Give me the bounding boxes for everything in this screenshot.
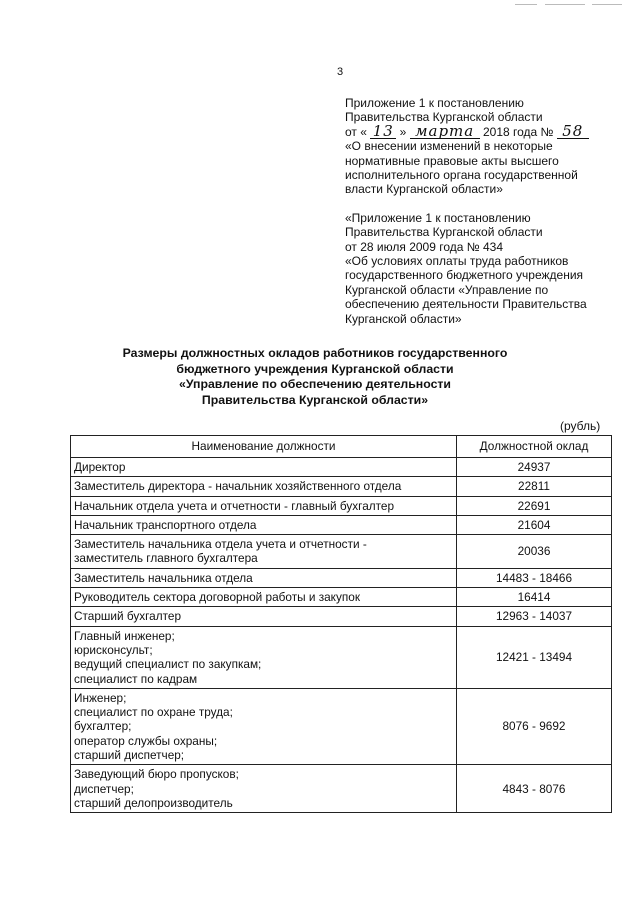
- position-cell: [71, 568, 457, 587]
- position-name: старший диспетчер;: [74, 748, 185, 763]
- original-appendix-line: обеспечению деятельности Правительства: [345, 297, 587, 312]
- original-appendix-line: Курганской области «Управление по: [345, 282, 549, 297]
- position-cell: [71, 515, 457, 534]
- position-name: оператор службы охраны;: [74, 733, 218, 748]
- table-row: [71, 765, 612, 813]
- salary-cell: 21604: [457, 515, 612, 534]
- position-name: Заместитель начальника отдела учета и отчетности -: [74, 537, 367, 552]
- salary-cell: 22691: [457, 496, 612, 515]
- position-name: специалист по кадрам: [74, 671, 198, 686]
- position-name: Руководитель сектора договорной работы и закупок: [74, 590, 360, 605]
- position-cell: [71, 535, 457, 569]
- salary-cell: 20036: [457, 535, 612, 569]
- salary-cell: 8076 - 9692: [457, 688, 612, 764]
- position-name: Заместитель директора - начальник хозяйственного отдела: [74, 479, 402, 494]
- salary-cell: 14483 - 18466: [457, 568, 612, 587]
- position-cell: [71, 588, 457, 607]
- header-salary: Должностной оклад: [457, 436, 612, 458]
- salary-cell: 16414: [457, 588, 612, 607]
- position-cell: [71, 765, 457, 813]
- position-name: Главный инженер;: [74, 628, 175, 643]
- position-name: старший делопроизводитель: [74, 795, 233, 810]
- heading-line: Размеры должностных окладов работников государственного: [122, 346, 508, 360]
- table-row: [71, 588, 612, 607]
- salary-table: [70, 435, 612, 813]
- original-appendix-line: «Об условиях оплаты труда работников: [345, 254, 569, 269]
- position-name: специалист по охране труда;: [74, 705, 233, 720]
- appendix-title-line: нормативные правовые акты высшего: [345, 153, 559, 168]
- appendix-title-line: исполнительного органа государственной: [345, 168, 578, 183]
- position-name: Начальник транспортного отдела: [74, 517, 257, 532]
- position-name: бухгалтер;: [74, 719, 132, 734]
- salary-cell: 12421 - 13494: [457, 626, 612, 688]
- heading-line: «Управление по обеспечению деятельности: [179, 377, 451, 391]
- salary-cell: 24937: [457, 458, 612, 477]
- table-row: [71, 607, 612, 626]
- table-row: [71, 477, 612, 496]
- appendix-title-line: «О внесении изменений в некоторые: [345, 139, 553, 154]
- position-cell: [71, 688, 457, 764]
- date-month-handwritten: марта: [410, 125, 480, 139]
- position-name: Старший бухгалтер: [74, 609, 182, 624]
- appendix-title-line: власти Курганской области»: [345, 182, 503, 197]
- table-row: [71, 626, 612, 688]
- position-name: Заведующий бюро пропусков;: [74, 767, 239, 782]
- table-header-row: [71, 436, 612, 458]
- date-mid: »: [399, 124, 407, 139]
- table-row: [71, 515, 612, 534]
- position-name: юрисконсульт;: [74, 642, 153, 657]
- position-name: Директор: [74, 460, 126, 474]
- position-cell: [71, 626, 457, 688]
- original-appendix-line: от 28 июля 2009 года № 434: [345, 239, 503, 254]
- date-suffix: 2018 года №: [482, 124, 554, 139]
- position-name: Инженер;: [74, 690, 127, 705]
- appendix-line: Правительства Курганской области: [345, 110, 543, 125]
- currency-unit: (рубль): [560, 419, 601, 433]
- position-cell: [71, 496, 457, 515]
- position-name: заместитель главного бухгалтера: [74, 551, 258, 566]
- salary-cell: 4843 - 8076: [457, 765, 612, 813]
- table-row: [71, 568, 612, 587]
- table-row: [71, 458, 612, 477]
- position-cell: [71, 607, 457, 626]
- original-appendix-line: Правительства Курганской области: [345, 225, 543, 240]
- heading-line: бюджетного учреждения Курганской области: [176, 361, 454, 376]
- date-prefix: от «: [345, 124, 367, 139]
- appendix-line: Приложение 1 к постановлению: [345, 96, 524, 110]
- appendix-date-line: [345, 121, 625, 140]
- scan-mark: [592, 4, 622, 5]
- scan-mark: [545, 4, 585, 5]
- table-row: [71, 688, 612, 764]
- document-heading: [80, 346, 550, 408]
- doc-number-handwritten: 58: [557, 125, 589, 139]
- original-appendix-line: «Приложение 1 к постановлению: [345, 210, 531, 225]
- original-appendix-line: Курганской области»: [345, 311, 462, 326]
- table-row: [71, 535, 612, 569]
- page-number: 3: [337, 66, 344, 78]
- header-position: Наименование должности: [71, 436, 457, 458]
- position-cell: [71, 458, 457, 477]
- date-day-handwritten: 13: [370, 125, 396, 139]
- spacer: [345, 197, 625, 211]
- table-row: [71, 496, 612, 515]
- appendix-header: [345, 96, 625, 326]
- position-name: Заместитель начальника отдела: [74, 570, 253, 585]
- salary-cell: 12963 - 14037: [457, 607, 612, 626]
- salary-table-body: [71, 458, 612, 813]
- salary-cell: 22811: [457, 477, 612, 496]
- position-cell: [71, 477, 457, 496]
- scan-mark: [515, 4, 537, 5]
- original-appendix-line: государственного бюджетного учреждения: [345, 268, 584, 283]
- heading-line: Правительства Курганской области»: [201, 392, 429, 407]
- position-name: ведущий специалист по закупкам;: [74, 657, 262, 672]
- position-name: диспетчер;: [74, 781, 134, 796]
- position-name: Начальник отдела учета и отчетности - главный бухгалтер: [74, 498, 395, 513]
